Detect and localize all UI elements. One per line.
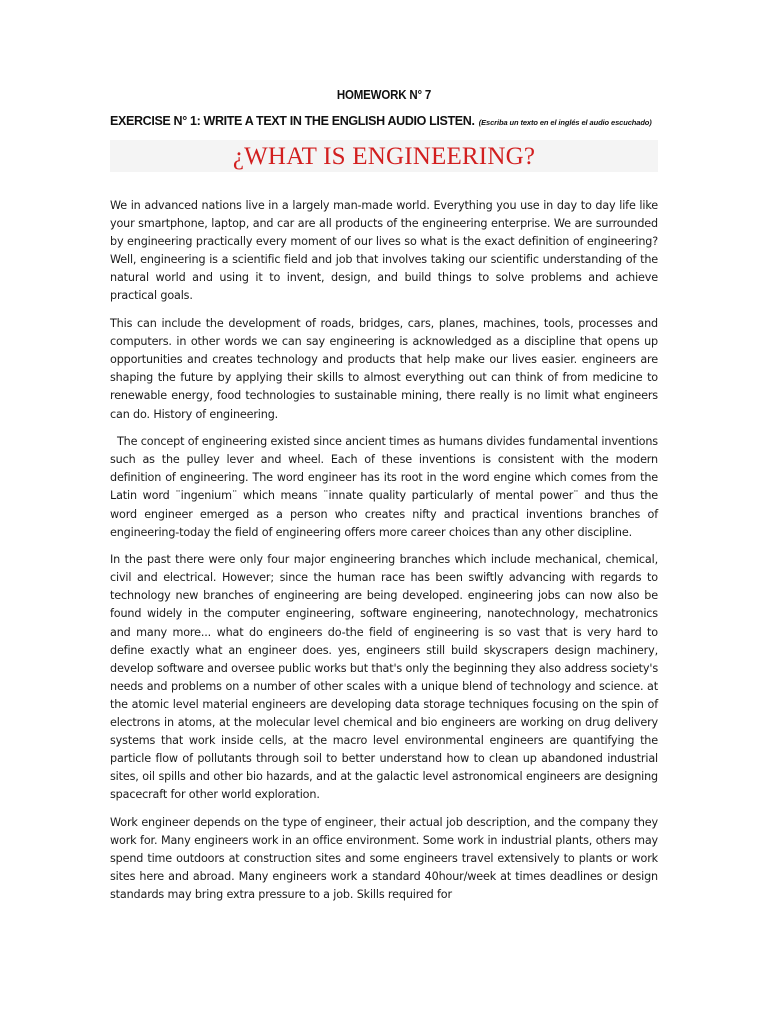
paragraph-1: We in advanced nations live in a largely man-made world. Everything you use in day to day life like your smartphone, laptop, and car are all products of the engineering enterprise. We are surrounded by engineering practically every moment of our lives so what is the exact definition of engineering? Well, engineering is a scientific field and job that involves taking our scientific understanding of the natural world and using it to invent, design, and build things to solve problems and achieve practical goals. xyxy=(110,199,658,303)
paragraph-2: This can include the development of roads, bridges, cars, planes, machines, tools, processes and computers. in other words we can say engineering is acknowledged as a discipline that opens up opportunities and creates technology and products that help make our lives easier. engineers are shaping the future by applying their skills to almost everything out can think of from medicine to renewable energy, food technologies to sustainable mining, there really is no limit what engineers can do. History of engineering. xyxy=(110,317,658,421)
paragraph-4: In the past there were only four major engineering branches which include mechanical, chemical, civil and electrical. However; since the human race has been swiftly advancing with regards to technology new branches of engineering are being developed. engineering jobs can now also be found widely in the computer engineering, software engineering, nanotechnology, mechatronics and many more... what do engineers do-the field of engineering is so vast that is very hard to define exactly what an engineer does. yes, engineers still build skyscrapers design machinery, develop software and oversee public works but that's only the beginning they also address society's needs and problems on a number of other scales with a unique blend of technology and science. at the atomic level material engineers are developing data storage techniques focusing on the spin of electrons in atoms, at the molecular level chemical and bio engineers are working on drug delivery systems that work inside cells, at the macro level environmental engineers are quantifying the particle flow of pollutants through soil to better understand how to clean up abandoned industrial sites, oil spills and other bio hazards, and at the galactic level astronomical engineers are designing spacecraft for other world exploration. xyxy=(110,553,658,802)
main-title: ¿WHAT IS ENGINEERING? xyxy=(232,143,536,170)
exercise-instruction xyxy=(110,114,670,128)
homework-title: HOMEWORK N° 7 xyxy=(336,88,432,102)
exercise-label: EXERCISE N° 1: WRITE A TEXT IN THE ENGLISH AUDIO LISTEN. xyxy=(110,114,475,128)
paragraph-3: The concept of engineering existed since ancient times as humans divides fundamental inventions such as the pulley lever and wheel. Each of these inventions is consistent with the modern definition of engineering. The word engineer has its root in the word engine which comes from the Latin word ¨ingenium¨ which means ¨innate quality particularly of mental power¨ and thus the word engineer emerged as a person who creates nifty and practical inventions branches of engineering-today the field of engineering offers more career choices than any other discipline. xyxy=(110,435,658,539)
exercise-note: (Escriba un texto en el inglés el audio escuchado) xyxy=(478,118,652,127)
body-text xyxy=(110,197,658,914)
paragraph-5: Work engineer depends on the type of engineer, their actual job description, and the company they work for. Many engineers work in an office environment. Some work in industrial plants, others may spend time outdoors at construction sites and some engineers travel extensively to plants or work sites here and abroad. Many engineers work a standard 40hour/week at times deadlines or design standards may bring extra pressure to a job. Skills required for xyxy=(110,816,658,902)
